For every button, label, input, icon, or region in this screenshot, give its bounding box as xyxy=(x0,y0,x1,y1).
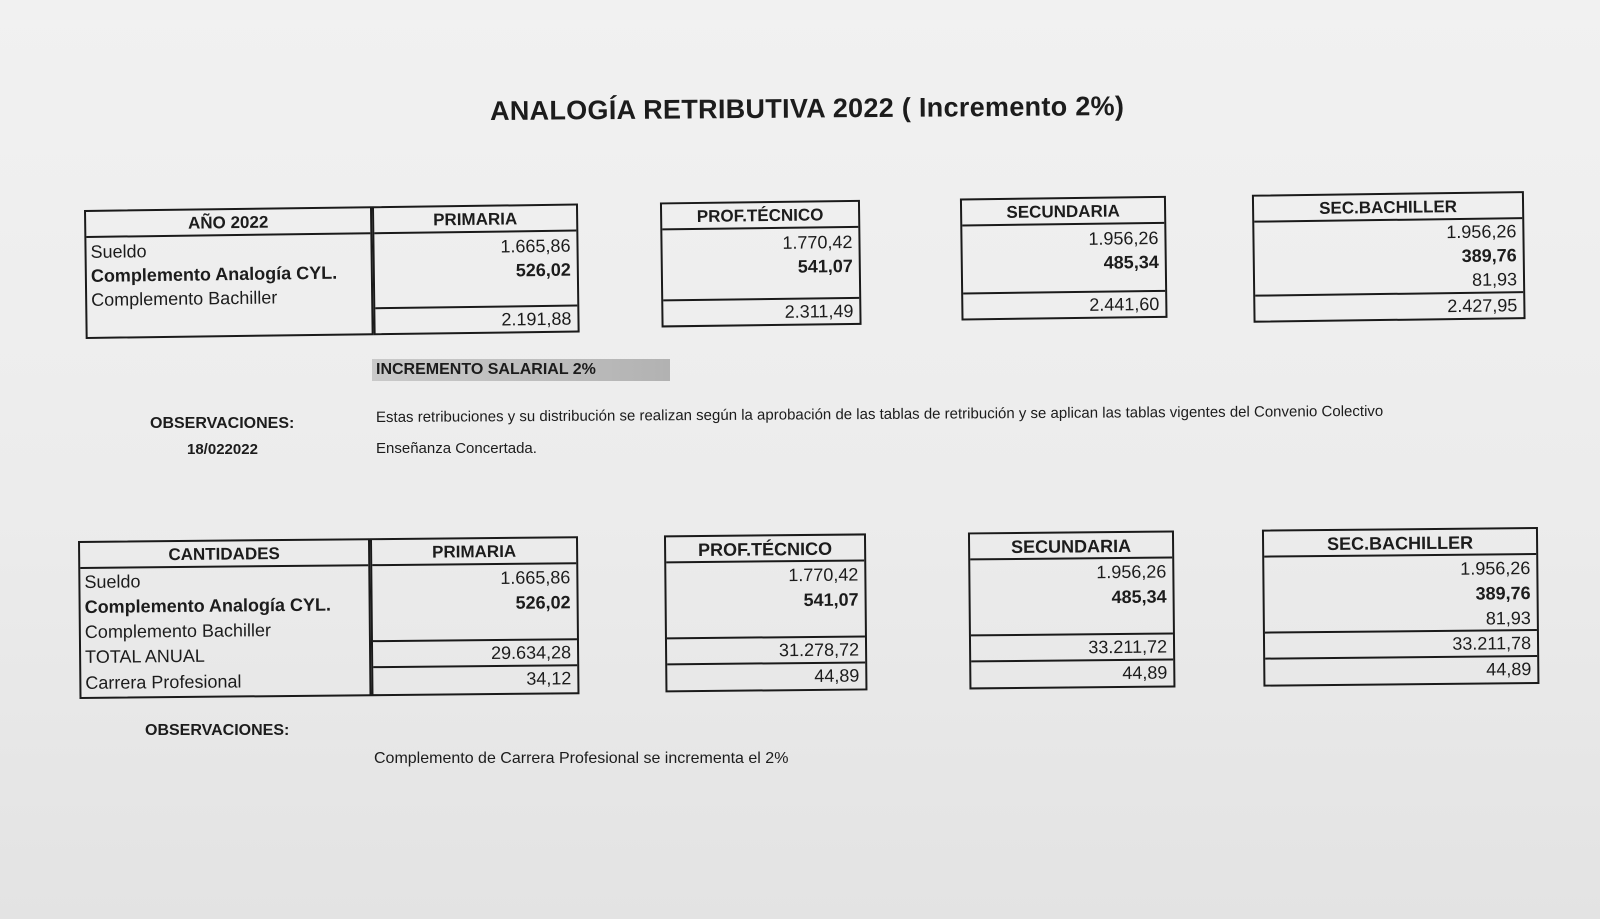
value-bachiller: 81,93 xyxy=(1485,608,1531,629)
column-header: PRIMARIA xyxy=(372,538,576,566)
value-sueldo: 1.956,26 xyxy=(1096,561,1167,583)
column-header: SEC.BACHILLER xyxy=(1264,529,1536,558)
value-complemento: 526,02 xyxy=(515,592,571,613)
value-sueldo: 1.665,86 xyxy=(500,235,571,257)
column-primaria xyxy=(370,536,580,696)
value-carrera: 34,12 xyxy=(526,668,572,689)
value-total-anual: 33.211,72 xyxy=(1088,636,1168,658)
observations-date: 18/022022 xyxy=(187,441,258,458)
value-total-anual: 31.278,72 xyxy=(778,639,860,661)
observations-text-line2: Enseñanza Concertada. xyxy=(376,440,537,457)
column-prof-tecnico xyxy=(664,533,867,692)
total-cell xyxy=(1255,291,1523,321)
column-secundaria xyxy=(960,196,1168,321)
value-sueldo: 1.956,26 xyxy=(1446,221,1517,243)
value-sueldo: 1.770,42 xyxy=(788,564,859,586)
total-cell xyxy=(663,297,859,326)
document-title: ANALOGÍA RETRIBUTIVA 2022 ( Incremento 2%) xyxy=(489,91,1125,126)
value-complemento: 526,02 xyxy=(515,259,571,281)
value-bachiller: 81,93 xyxy=(1471,269,1518,290)
table2-corner-header: CANTIDADES xyxy=(80,540,368,569)
column-header: PROF.TÉCNICO xyxy=(662,202,858,231)
total-cell xyxy=(963,290,1165,319)
value-carrera: 44,89 xyxy=(1122,662,1168,683)
value-complemento: 389,76 xyxy=(1461,245,1517,266)
value-complemento: 389,76 xyxy=(1475,583,1531,604)
total-cell xyxy=(375,305,577,334)
value-total: 2.311,49 xyxy=(784,300,854,322)
label-complemento-bachiller: Complemento Bachiller xyxy=(91,287,278,310)
value-complemento: 485,34 xyxy=(1103,251,1159,273)
value-carrera: 44,89 xyxy=(814,665,860,686)
label-total-anual: TOTAL ANUAL xyxy=(85,645,205,667)
observations-text-line1: Estas retribuciones y su distribución se realizan según la aprobación de las tablas de retribución y se aplican las tablas vigentes del Convenio Colectivo xyxy=(375,402,1384,426)
value-complemento: 485,34 xyxy=(1111,586,1167,608)
table1-corner-header: AÑO 2022 xyxy=(86,208,370,238)
column-sec-bachiller xyxy=(1252,191,1526,323)
value-total: 2.427,95 xyxy=(1447,295,1518,317)
column-header: SECUNDARIA xyxy=(962,198,1164,227)
label-complemento-analogia: Complemento Analogía CYL. xyxy=(90,262,338,286)
value-complemento: 541,07 xyxy=(803,589,859,611)
label-column xyxy=(84,206,374,339)
label-sueldo: Sueldo xyxy=(84,571,141,592)
value-sueldo: 1.956,26 xyxy=(1088,227,1159,249)
column-secundaria xyxy=(968,530,1175,689)
observations-label: OBSERVACIONES: xyxy=(150,415,295,432)
value-carrera: 44,89 xyxy=(1486,659,1532,680)
column-header: PRIMARIA xyxy=(374,206,576,235)
value-total-anual: 29.634,28 xyxy=(490,642,572,664)
column-sec-bachiller xyxy=(1262,527,1539,687)
value-sueldo: 1.956,26 xyxy=(1460,558,1531,579)
increment-banner: INCREMENTO SALARIAL 2% xyxy=(372,359,670,381)
table-ano-2022 xyxy=(84,191,1546,340)
column-primaria xyxy=(372,204,580,336)
column-prof-tecnico xyxy=(660,200,862,328)
label-complemento-analogia: Complemento Analogía CYL. xyxy=(84,594,332,617)
value-total: 2.191,88 xyxy=(501,308,572,330)
value-total-anual: 33.211,78 xyxy=(1452,633,1532,654)
value-total: 2.441,60 xyxy=(1089,293,1160,315)
table-cantidades xyxy=(78,527,1549,701)
value-complemento: 541,07 xyxy=(797,255,853,277)
label-complemento-bachiller: Complemento Bachiller xyxy=(84,620,272,642)
value-sueldo: 1.770,42 xyxy=(782,231,853,253)
label-sueldo: Sueldo xyxy=(90,241,147,262)
column-header: SECUNDARIA xyxy=(970,532,1172,560)
column-header: PROF.TÉCNICO xyxy=(666,535,864,563)
value-sueldo: 1.665,86 xyxy=(500,567,571,588)
column-header: SEC.BACHILLER xyxy=(1254,193,1522,223)
observations2-text: Complemento de Carrera Profesional se incrementa el 2% xyxy=(374,750,789,767)
label-carrera-profesional: Carrera Profesional xyxy=(85,671,242,693)
observations2-label: OBSERVACIONES: xyxy=(145,722,290,739)
label-column xyxy=(78,538,372,699)
